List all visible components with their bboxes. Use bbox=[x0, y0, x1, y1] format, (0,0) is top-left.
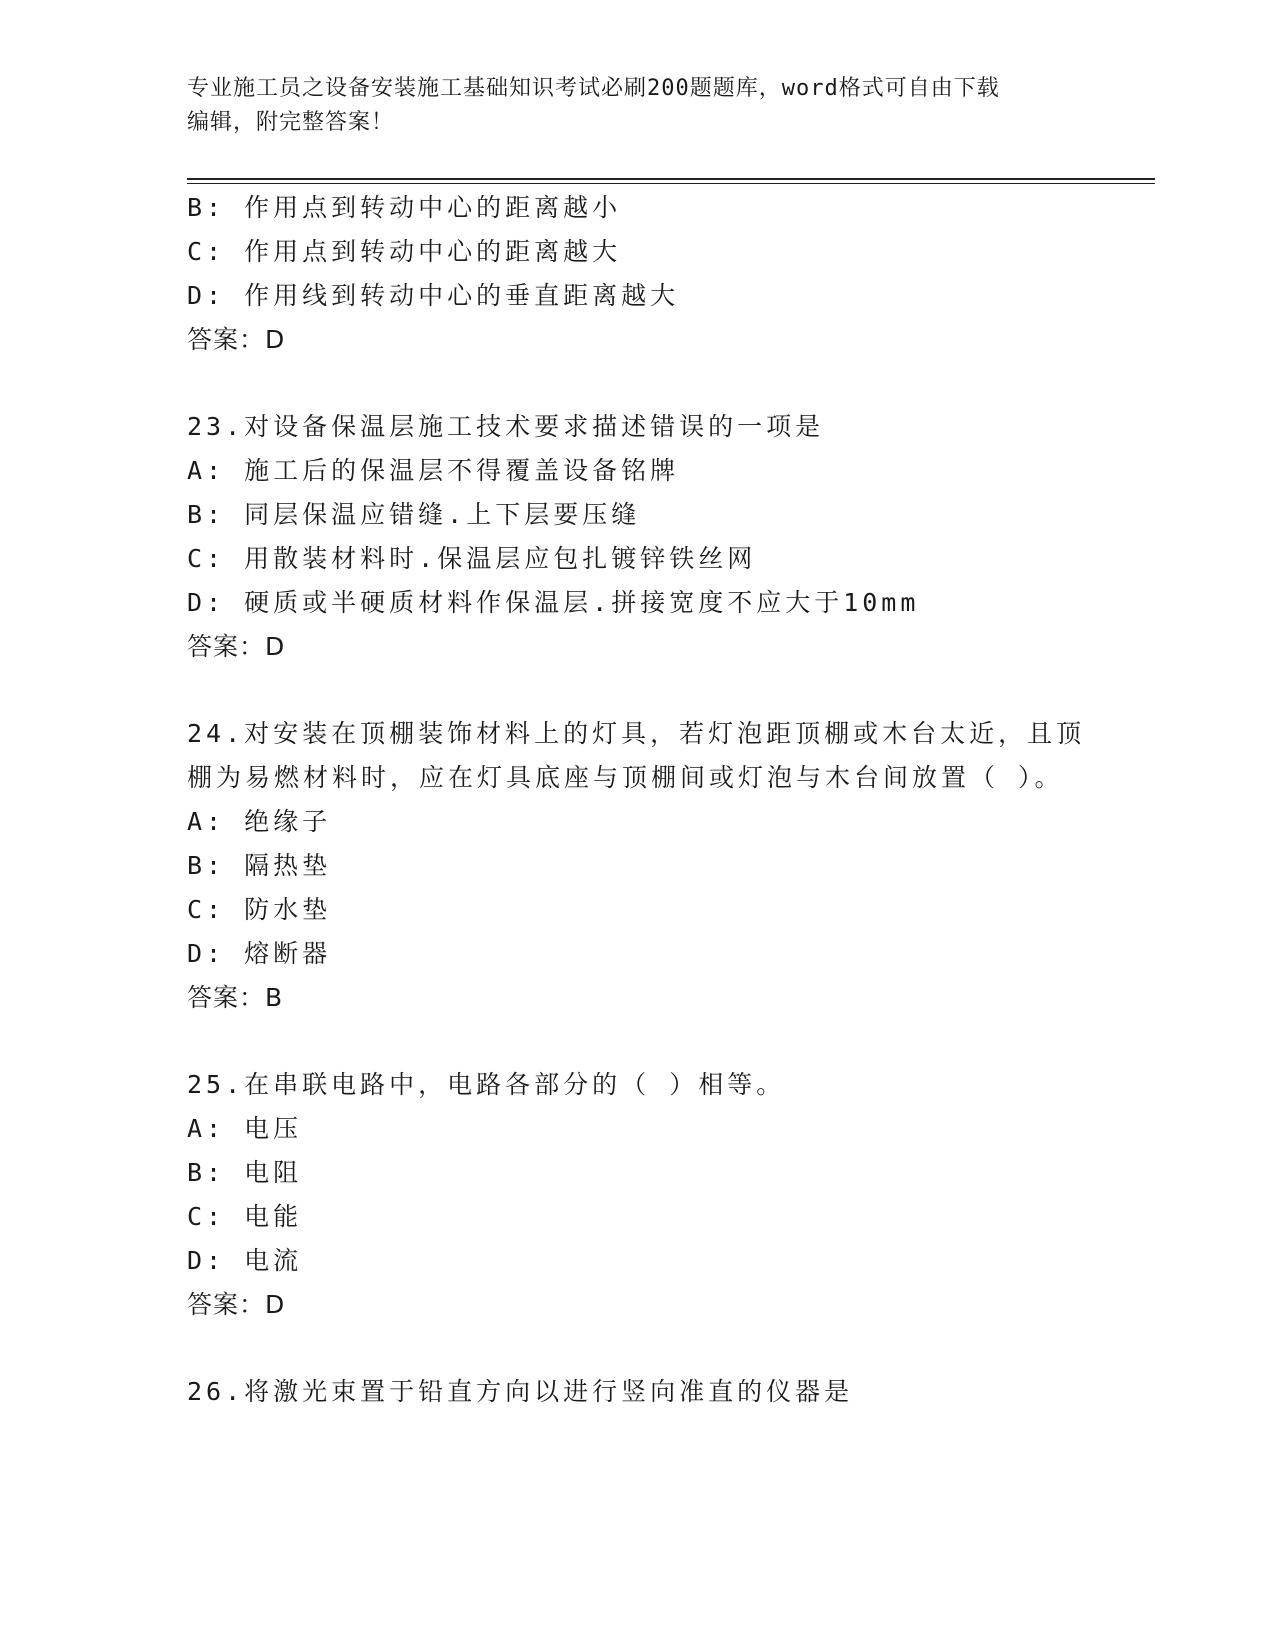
q23-option-b: B: 同层保温应错缝.上下层要压缝 bbox=[187, 500, 641, 529]
q25-option-c: C: 电能 bbox=[187, 1202, 303, 1231]
header-rule-thick bbox=[187, 178, 1155, 180]
header-rule-thin bbox=[187, 183, 1155, 184]
q22-answer: 答案：D bbox=[187, 325, 286, 354]
q22-option-d: D: 作用线到转动中心的垂直距离越大 bbox=[187, 281, 680, 310]
q24-option-c: C: 防水垫 bbox=[187, 895, 332, 924]
q24-answer: 答案：B bbox=[187, 983, 284, 1012]
q24-option-a: A: 绝缘子 bbox=[187, 807, 332, 836]
q24-option-d: D: 熔断器 bbox=[187, 939, 332, 968]
q25-option-a: A: 电压 bbox=[187, 1114, 303, 1143]
q22-option-c: C: 作用点到转动中心的距离越大 bbox=[187, 237, 622, 266]
header-title-line-2: 编辑，附完整答案！ bbox=[187, 110, 395, 135]
document-header bbox=[187, 72, 1067, 140]
q24-question-line-1: 24.对安装在顶棚装饰材料上的灯具，若灯泡距顶棚或木台太近，且顶 bbox=[187, 719, 1086, 748]
q24-option-b: B: 隔热垫 bbox=[187, 851, 332, 880]
q26-question: 26.将激光束置于铅直方向以进行竖向准直的仪器是 bbox=[187, 1377, 854, 1406]
header-title-line-1: 专业施工员之设备安装施工基础知识考试必刷200题题库，word格式可自由下载 bbox=[187, 76, 1000, 101]
q25-question: 25.在串联电路中，电路各部分的（ ）相等。 bbox=[187, 1070, 786, 1099]
q23-option-a: A: 施工后的保温层不得覆盖设备铭牌 bbox=[187, 456, 680, 485]
q25-answer: 答案：D bbox=[187, 1290, 286, 1319]
q23-question: 23.对设备保温层施工技术要求描述错误的一项是 bbox=[187, 412, 825, 441]
q25-option-b: B: 电阻 bbox=[187, 1158, 303, 1187]
q24-question-line-2: 棚为易燃材料时，应在灯具底座与顶棚间或灯泡与木台间放置（ ）。 bbox=[187, 763, 1064, 792]
q25-option-d: D: 电流 bbox=[187, 1246, 303, 1275]
q23-option-c: C: 用散装材料时.保温层应包扎镀锌铁丝网 bbox=[187, 544, 757, 573]
q23-answer: 答案：D bbox=[187, 632, 286, 661]
q22-option-b: B: 作用点到转动中心的距离越小 bbox=[187, 193, 622, 222]
q23-option-d: D: 硬质或半硬质材料作保温层.拼接宽度不应大于10mm bbox=[187, 588, 920, 617]
